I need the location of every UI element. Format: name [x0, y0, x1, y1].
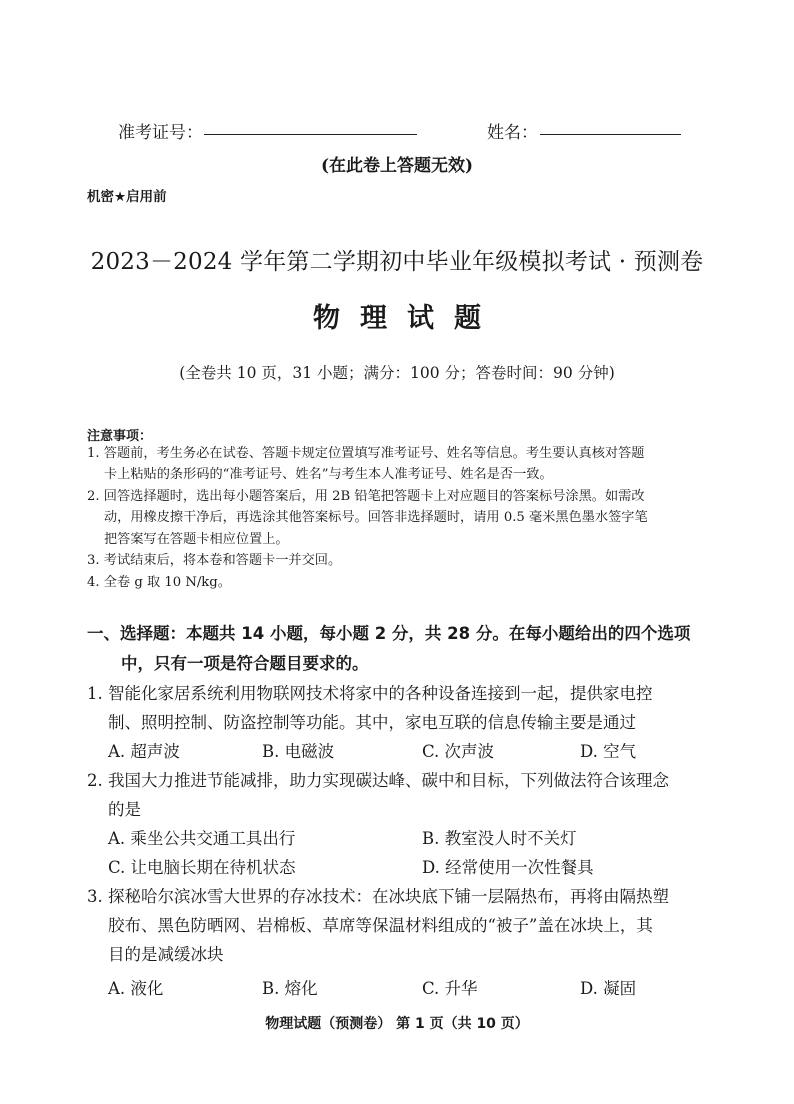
note-line: 1. 答题前，考生务必在试卷、答题卡规定位置填写准考证号、姓名等信息。考生要认真核对答题: [87, 446, 645, 461]
question-3-option-a: A. 液化: [108, 979, 164, 998]
question-3-option-c: C. 升华: [422, 979, 478, 998]
note-line: 把答案写在答题卡相应位置上。: [104, 532, 289, 547]
exam-info: (全卷共 10 页，31 小题；满分：100 分；答卷时间：90 分钟): [179, 364, 615, 382]
question-1-text: 1. 智能化家居系统利用物联网技术将家中的各种设备连接到一起，提供家电控: [87, 684, 653, 703]
question-2-option-b: B. 教室没人时不关灯: [422, 829, 577, 848]
admission-number-label: 准考证号：: [118, 123, 203, 143]
notes-title: 注意事项：: [87, 429, 153, 444]
question-3-option-b: B. 熔化: [262, 979, 318, 998]
section-heading-cont: 中，只有一项是符合题目要求的。: [121, 654, 369, 673]
question-2-option-d: D. 经常使用一次性餐具: [422, 858, 594, 877]
question-1-text: 制、照明控制、防盗控制等功能。其中，家电互联的信息传输主要是通过: [108, 713, 636, 732]
note-line: 4. 全卷 g 取 10 N/kg。: [87, 575, 231, 590]
note-line: 3. 考试结束后，将本卷和答题卡一并交回。: [87, 553, 342, 568]
name-label: 姓名：: [487, 123, 538, 143]
question-2-option-a: A. 乘坐公共交通工具出行: [108, 829, 296, 848]
question-3-text: 胶布、黑色防晒网、岩棉板、草席等保温材料组成的“被子”盖在冰块上，其: [108, 916, 653, 935]
exam-title: 2023－2024 学年第二学期初中毕业年级模拟考试 · 预测卷: [90, 249, 704, 275]
question-3-text: 目的是减缓冰块: [108, 945, 224, 964]
page-footer: 物理试题（预测卷） 第 1 页（共 10 页）: [265, 1016, 529, 1032]
question-2-text: 2. 我国大力推进节能减排，助力实现碳达峰、碳中和目标，下列做法符合该理念: [87, 771, 669, 790]
question-1-option-c: C. 次声波: [422, 742, 495, 761]
subject-title: 物理试题: [313, 303, 501, 334]
note-line: 卡上粘贴的条形码的“准考证号、姓名”与考生本人准考证号、姓名是否一致。: [104, 467, 553, 482]
question-2-text: 的是: [108, 800, 141, 819]
question-1-option-a: A. 超声波: [108, 742, 180, 761]
note-line: 2. 回答选择题时，选出每小题答案后，用 2B 铅笔把答题卡上对应题目的答案标号涂黑。如需改: [87, 489, 645, 504]
question-1-option-d: D. 空气: [580, 742, 637, 761]
note-line: 动，用橡皮擦干净后，再选涂其他答案标号。回答非选择题时，请用 0.5 毫米黑色墨水签字笔: [104, 510, 648, 525]
question-3-text: 3. 探秘哈尔滨冰雪大世界的存冰技术：在冰块底下铺一层隔热布，再将由隔热塑: [87, 887, 669, 906]
section-heading: 一、选择题：本题共 14 小题，每小题 2 分，共 28 分。在每小题给出的四个选项: [87, 624, 691, 643]
name-field[interactable]: [540, 134, 681, 135]
question-3-option-d: D. 凝固: [580, 979, 637, 998]
question-2-option-c: C. 让电脑长期在待机状态: [108, 858, 296, 877]
admission-number-field[interactable]: [204, 134, 417, 135]
invalid-answer-note: (在此卷上答题无效): [320, 156, 474, 176]
question-1-option-b: B. 电磁波: [262, 742, 335, 761]
confidential-label: 机密★启用前: [87, 189, 167, 205]
